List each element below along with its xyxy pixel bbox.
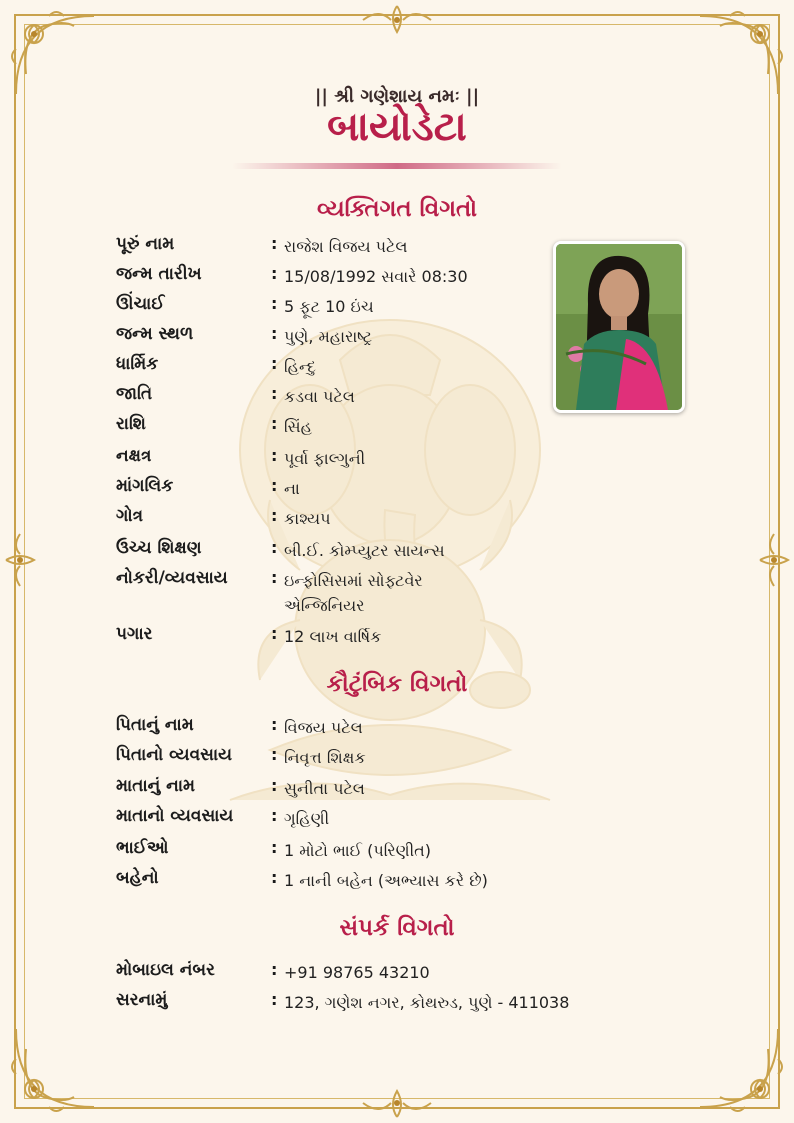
detail-value: વિજય પટેલ <box>284 718 363 737</box>
detail-label: પિતાનો વ્યવસાય <box>116 745 233 765</box>
detail-label: નોકરી/વ્યવસાય <box>116 568 228 588</box>
detail-value: 15/08/1992 સવારે 08:30 <box>284 267 468 286</box>
detail-label: સરનામું <box>116 990 168 1010</box>
person-portrait-icon <box>556 244 682 410</box>
detail-separator: : <box>271 868 278 887</box>
detail-value: ગૃહિણી <box>284 809 330 828</box>
detail-separator: : <box>271 715 278 734</box>
detail-value: ના <box>284 479 300 498</box>
detail-value: બી.ઈ. કોમ્પ્યુટર સાયન્સ <box>284 541 445 560</box>
detail-value: રાજેશ વિજય પટેલ <box>284 237 408 256</box>
detail-separator: : <box>271 960 278 979</box>
detail-label: માતાનો વ્યવસાય <box>116 806 234 826</box>
detail-separator: : <box>271 294 278 313</box>
page-title: બાયોડેટા <box>327 104 467 150</box>
detail-separator: : <box>271 838 278 857</box>
detail-label: બહેનો <box>116 868 159 888</box>
detail-value: 123, ગણેશ નગર, કોથરુડ, પુણે - 411038 <box>284 993 570 1012</box>
detail-label: જન્મ તારીખ <box>116 264 202 284</box>
detail-value: પુણે, મહારાષ્ટ્ર <box>284 327 373 346</box>
detail-label: ઊંચાઈ <box>116 294 165 314</box>
profile-photo <box>553 241 685 413</box>
section-title-personal: વ્યક્તિગત વિગતો <box>317 196 477 222</box>
detail-separator: : <box>271 414 278 433</box>
section-title-family: કૌટુંબિક વિગતો <box>326 671 468 697</box>
detail-value: સુનીતા પટેલ <box>284 779 365 798</box>
detail-separator: : <box>271 806 278 825</box>
detail-separator: : <box>271 476 278 495</box>
detail-label: ગોત્ર <box>116 506 144 526</box>
detail-separator: : <box>271 990 278 1009</box>
detail-value: નિવૃત્ત શિક્ષક <box>284 748 366 767</box>
detail-separator: : <box>271 234 278 253</box>
detail-label: માતાનું નામ <box>116 776 196 796</box>
top-fleuron-icon <box>357 2 437 38</box>
detail-value: 5 ફૂટ 10 ઇંચ <box>284 297 374 316</box>
left-fleuron-icon <box>2 530 38 590</box>
detail-label: મોબાઇલ નંબર <box>116 960 215 980</box>
detail-separator: : <box>271 264 278 283</box>
detail-value: હિન્દુ <box>284 357 316 376</box>
section-title-contact: સંપર્ક વિગતો <box>339 915 455 941</box>
right-fleuron-icon <box>756 530 792 590</box>
corner-ornament-icon <box>690 1019 790 1119</box>
detail-value: કાશ્યપ <box>284 509 331 528</box>
detail-separator: : <box>271 624 278 643</box>
detail-separator: : <box>271 745 278 764</box>
corner-ornament-icon <box>4 1019 104 1119</box>
detail-separator: : <box>271 538 278 557</box>
detail-label: પિતાનું નામ <box>116 715 194 735</box>
detail-separator: : <box>271 324 278 343</box>
detail-separator: : <box>271 568 278 587</box>
detail-separator: : <box>271 506 278 525</box>
detail-value: ઇન્ફોસિસમાં સોફ્ટવેર એન્જિનિયર <box>284 571 423 615</box>
detail-separator: : <box>271 354 278 373</box>
detail-separator: : <box>271 384 278 403</box>
invocation-text: || શ્રી ગણેશાય નમઃ || <box>314 86 480 107</box>
detail-label: માંગલિક <box>116 476 174 496</box>
detail-separator: : <box>271 776 278 795</box>
detail-separator: : <box>271 446 278 465</box>
detail-label: પૂરું નામ <box>116 234 175 254</box>
title-underline <box>232 163 562 169</box>
detail-label: પગાર <box>116 624 153 644</box>
detail-label: જન્મ સ્થળ <box>116 324 194 344</box>
detail-value: 12 લાખ વાર્ષિક <box>284 627 382 646</box>
detail-value: પૂર્વા ફાલ્ગુની <box>284 449 366 468</box>
detail-label: નક્ષત્ર <box>116 446 152 466</box>
detail-label: ઉચ્ચ શિક્ષણ <box>116 538 202 558</box>
bottom-fleuron-icon <box>357 1085 437 1121</box>
detail-value: 1 નાની બહેન (અભ્યાસ કરે છે) <box>284 871 488 890</box>
detail-value: 1 મોટો ભાઈ (પરિણીત) <box>284 841 432 860</box>
detail-label: રાશિ <box>116 414 146 434</box>
detail-value: કડવા પટેલ <box>284 387 355 406</box>
detail-value: સિંહ <box>284 417 312 436</box>
detail-label: ભાઈઓ <box>116 838 169 858</box>
detail-label: જાતિ <box>116 384 153 404</box>
detail-label: ધાર્મિક <box>116 354 159 374</box>
detail-value: +91 98765 43210 <box>284 963 430 982</box>
